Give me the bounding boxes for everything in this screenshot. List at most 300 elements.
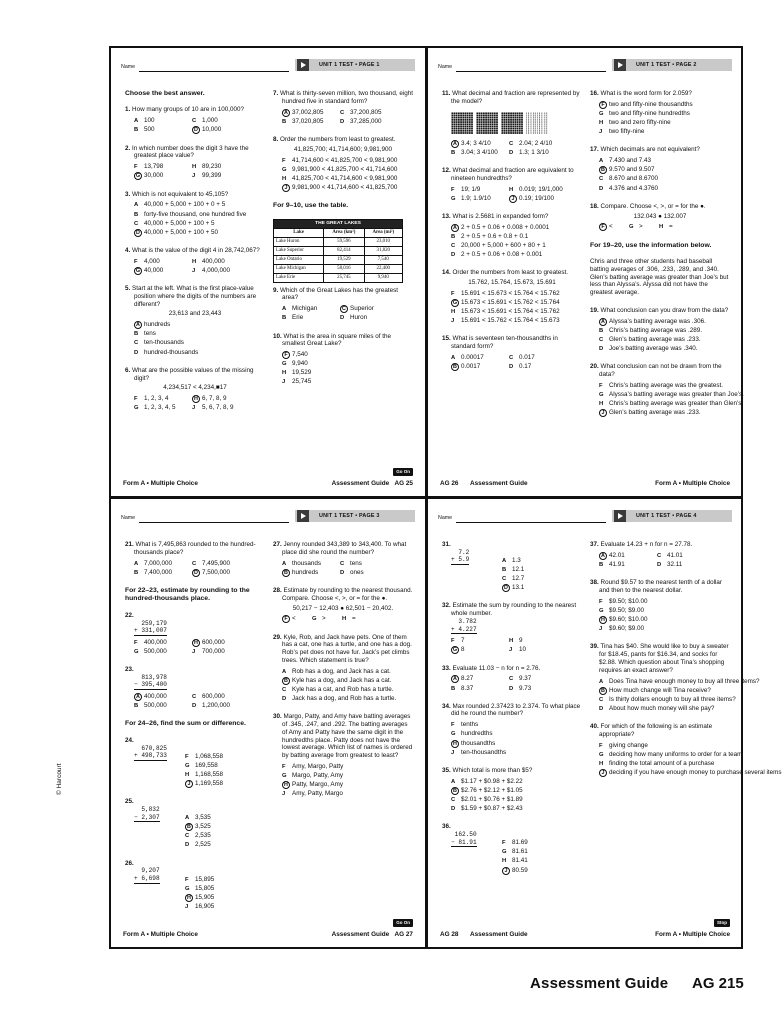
answer-option[interactable] (451, 242, 582, 250)
addend-bottom: + 4.227 (451, 625, 477, 633)
answer-option[interactable] (451, 730, 582, 738)
answer-text: 4.376 and 4.3760 (609, 184, 659, 192)
question-text (125, 737, 265, 745)
selected-answer-circle[interactable]: D (192, 126, 200, 134)
answer-option[interactable] (502, 848, 582, 856)
answer-option[interactable] (599, 345, 730, 353)
answer-options (590, 101, 730, 137)
answer-option[interactable] (599, 625, 730, 633)
question-prompt: Estimate the sum by rounding to the nearest whole number. (451, 602, 577, 618)
answer-options (125, 395, 265, 412)
answer-option[interactable] (629, 223, 659, 231)
table-header: Area (km²) (324, 228, 364, 237)
answer-option[interactable] (192, 702, 265, 710)
answer-option[interactable] (134, 560, 192, 568)
answer-text: Kyle has a cat, and Rob has a turtle. (292, 685, 394, 693)
question-number: 32. (442, 602, 451, 610)
answer-option[interactable] (451, 363, 509, 371)
answer-option[interactable] (509, 140, 582, 148)
selected-answer-circle[interactable]: D (502, 584, 510, 592)
answer-option[interactable] (282, 109, 340, 117)
answer-text: 12.1 (512, 566, 525, 574)
answer-option[interactable] (502, 857, 582, 865)
question (125, 798, 265, 849)
answer-option[interactable] (509, 149, 582, 157)
answer-option[interactable] (192, 560, 265, 568)
answer-option[interactable] (451, 796, 582, 804)
answer-option[interactable] (451, 646, 509, 654)
selected-answer-circle[interactable]: A (451, 224, 459, 232)
answer-option[interactable] (192, 258, 265, 266)
answer-text: two and fifty-nine thousandths (609, 100, 693, 108)
answer-option[interactable] (340, 305, 413, 313)
addend-top: 813,978 (141, 673, 167, 681)
question-text (442, 767, 582, 775)
answer-option[interactable] (502, 566, 582, 574)
answer-option[interactable] (599, 185, 730, 193)
answer-option[interactable] (282, 351, 413, 359)
selected-answer-circle[interactable]: H (192, 395, 200, 403)
answer-text: 15,895 (195, 875, 215, 883)
answer-option[interactable] (599, 223, 629, 231)
question (590, 723, 782, 777)
answer-option[interactable] (134, 220, 265, 228)
answer-option[interactable] (192, 395, 265, 403)
answer-letter: F (134, 639, 138, 646)
table-cell: 82,414 (324, 246, 364, 255)
answer-text: 40,000 + 5,000 + 100 + 0 + 5 (144, 201, 226, 209)
question-prompt: What conclusion can not be drawn from the data? (599, 363, 722, 379)
answer-letter: H (451, 309, 456, 316)
answer-option[interactable] (340, 560, 413, 568)
answer-option[interactable] (340, 109, 413, 117)
selected-answer-circle[interactable]: A (599, 552, 607, 560)
answer-letter: F (502, 840, 506, 847)
page-badge: Go On (393, 468, 413, 476)
answer-text: 15.691 < 15.762 < 15.764 < 15.673 (461, 317, 560, 325)
answer-option[interactable] (599, 616, 730, 624)
answer-option[interactable] (282, 569, 340, 577)
answer-option[interactable] (282, 157, 413, 165)
answer-option[interactable] (282, 686, 413, 694)
answer-option[interactable] (509, 646, 582, 654)
answer-option[interactable] (192, 267, 265, 275)
answer-option[interactable] (599, 391, 744, 399)
answer-option[interactable] (599, 705, 760, 713)
answer-option[interactable] (599, 336, 730, 344)
answer-option[interactable] (282, 560, 340, 568)
answer-option[interactable] (599, 409, 744, 417)
answer-text: 8.27 (461, 675, 474, 683)
answer-letter: G (599, 110, 604, 117)
answer-option[interactable] (192, 163, 265, 171)
answer-option[interactable] (134, 201, 265, 209)
answer-text: 20,000 + 5,000 + 600 + 80 + 1 (461, 241, 546, 249)
answer-text: 10 (519, 646, 527, 654)
question-prompt: Estimate by rounding to the nearest thousand. Compare. Choose <, >, or = for the ●. (282, 586, 413, 602)
answer-option[interactable] (134, 339, 265, 347)
question-expression: 41,825,700; 41,714,600; 9,981,900 (293, 145, 393, 153)
answer-option[interactable] (134, 267, 192, 275)
answer-option[interactable] (282, 378, 413, 386)
answer-text: 7,495,900 (202, 559, 231, 567)
answer-text: $9.60; $9.00 (609, 625, 645, 633)
answer-option[interactable] (185, 876, 265, 884)
selected-answer-circle[interactable]: A (134, 693, 142, 701)
answer-option[interactable] (282, 695, 413, 703)
answer-option[interactable] (185, 885, 265, 893)
answer-option[interactable] (451, 233, 582, 241)
selected-answer-circle[interactable]: J (509, 195, 517, 203)
answer-option[interactable] (282, 305, 340, 313)
answer-option[interactable] (451, 251, 582, 259)
selected-answer-circle[interactable]: H (282, 781, 290, 789)
answer-option[interactable] (340, 314, 413, 322)
answer-option[interactable] (185, 832, 265, 840)
answer-options (273, 668, 413, 704)
answer-text: = (669, 223, 673, 231)
answer-options (442, 186, 582, 203)
answer-option[interactable] (134, 330, 265, 338)
answer-options (125, 163, 265, 180)
selected-answer-circle[interactable]: A (451, 675, 459, 683)
answer-option[interactable] (451, 787, 582, 795)
selected-answer-circle[interactable]: H (185, 894, 193, 902)
answer-option[interactable] (282, 677, 413, 685)
answer-option[interactable] (185, 894, 265, 902)
answer-option[interactable] (185, 771, 265, 779)
selected-answer-circle[interactable]: F (599, 101, 607, 109)
selected-answer-circle[interactable]: A (599, 318, 607, 326)
answer-text: = (352, 615, 356, 623)
answer-option[interactable] (451, 740, 582, 748)
answer-letter: J (282, 379, 286, 386)
question (590, 541, 730, 569)
answer-option[interactable] (282, 763, 413, 771)
answer-option[interactable] (451, 721, 582, 729)
answer-option[interactable] (599, 751, 782, 759)
answer-option[interactable] (134, 163, 192, 171)
answer-option[interactable] (599, 678, 760, 686)
answer-text: 1.3 (512, 556, 521, 564)
answer-option[interactable] (502, 575, 582, 583)
answer-option[interactable] (340, 569, 413, 577)
answer-option[interactable] (282, 615, 312, 623)
question (590, 146, 730, 192)
answer-option[interactable] (134, 258, 192, 266)
answer-option[interactable] (282, 118, 340, 126)
selected-answer-circle[interactable]: H (599, 616, 607, 624)
answer-text: Kyle has a dog, and Jack has a cat. (292, 676, 392, 684)
answer-letter: J (599, 129, 603, 136)
answer-option[interactable] (451, 685, 509, 693)
answer-option[interactable] (134, 702, 192, 710)
question (273, 634, 413, 704)
answer-option[interactable] (192, 126, 265, 134)
answer-option[interactable] (192, 117, 265, 125)
answer-option[interactable] (451, 299, 582, 307)
question-text (590, 203, 730, 211)
selected-answer-circle[interactable]: A (282, 109, 290, 117)
answer-letter: C (282, 686, 287, 693)
answer-option[interactable] (657, 552, 730, 560)
footer-guide: Assessment Guide (331, 931, 390, 939)
hundred-grid (476, 112, 498, 134)
answer-option[interactable] (599, 742, 782, 750)
name-line[interactable] (139, 522, 289, 523)
answer-option[interactable] (282, 166, 413, 174)
answer-text: 2,525 (195, 841, 211, 849)
answer-letter: G (134, 405, 139, 412)
answer-option[interactable] (599, 687, 760, 695)
answer-option[interactable] (134, 321, 265, 329)
answer-option[interactable] (509, 685, 582, 693)
answer-option[interactable] (599, 119, 730, 127)
answer-option[interactable] (599, 327, 730, 335)
unit-tab (612, 510, 732, 522)
answer-option[interactable] (342, 615, 372, 623)
answer-option[interactable] (192, 569, 265, 577)
answer-option[interactable] (599, 175, 730, 183)
question-prompt: What is the value of the digit 4 in 28,742,067? (132, 246, 260, 254)
name-line[interactable] (139, 71, 289, 72)
answer-text: Amy, Margo, Patty (292, 763, 344, 771)
answer-option[interactable] (282, 790, 413, 798)
selected-answer-circle[interactable]: G (452, 647, 458, 654)
answer-option[interactable] (451, 637, 509, 645)
answer-option[interactable] (599, 400, 744, 408)
answer-option[interactable] (282, 360, 413, 368)
answer-text: 7,400,000 (144, 568, 173, 576)
question-number: 33. (442, 664, 451, 672)
addend-bottom: + 498,733 (134, 752, 167, 760)
answer-option[interactable] (509, 363, 582, 371)
selected-answer-circle[interactable]: B (451, 363, 459, 371)
answer-option[interactable] (502, 584, 582, 592)
answer-option[interactable] (134, 211, 265, 219)
answer-option[interactable] (185, 814, 265, 822)
page-badge: Go On (393, 919, 413, 927)
answer-option[interactable] (192, 639, 265, 647)
answer-option[interactable] (451, 149, 509, 157)
selected-answer-circle[interactable]: D (134, 229, 142, 237)
selected-answer-circle[interactable]: H (192, 639, 200, 647)
answer-option[interactable] (451, 308, 582, 316)
answer-option[interactable] (599, 561, 657, 569)
answer-option[interactable] (599, 318, 730, 326)
answer-option[interactable] (282, 772, 413, 780)
selected-answer-circle[interactable]: B (185, 823, 193, 831)
answer-option[interactable] (509, 675, 582, 683)
answer-option[interactable] (451, 778, 582, 786)
answer-option[interactable] (599, 769, 782, 777)
selected-answer-circle[interactable]: B (599, 687, 607, 695)
answer-letter: A (451, 355, 456, 362)
selected-answer-circle[interactable]: J (599, 409, 607, 417)
question (125, 860, 265, 911)
answer-option[interactable] (185, 823, 265, 831)
answer-option[interactable] (599, 110, 730, 118)
answer-option[interactable] (134, 229, 265, 237)
question-number: 15. (442, 335, 451, 343)
answer-letter: F (451, 638, 455, 645)
question-number: 36. (442, 823, 451, 831)
answer-option[interactable] (502, 867, 582, 875)
answer-option[interactable] (599, 552, 657, 560)
answer-letter: C (502, 576, 507, 583)
question-column-right (273, 90, 413, 397)
answer-letter: H (599, 119, 604, 126)
question (442, 767, 582, 813)
answer-option[interactable] (282, 184, 413, 192)
selected-answer-circle[interactable]: G (135, 267, 141, 274)
selected-answer-circle[interactable]: F (599, 223, 607, 231)
answer-option[interactable] (599, 157, 730, 165)
answer-letter: H (185, 772, 190, 779)
answer-option[interactable] (451, 317, 582, 325)
answer-option[interactable] (599, 166, 730, 174)
answer-option[interactable] (134, 117, 192, 125)
answer-option[interactable] (599, 696, 760, 704)
selected-answer-circle[interactable]: H (451, 740, 459, 748)
answer-option[interactable] (185, 780, 265, 788)
answer-text: 1, 2, 3, 4 (144, 395, 169, 403)
selected-answer-circle[interactable]: J (502, 867, 510, 875)
answer-option[interactable] (509, 186, 582, 194)
answer-option[interactable] (599, 382, 744, 390)
answer-option[interactable] (282, 369, 413, 377)
answer-option[interactable] (599, 101, 730, 109)
question-prompt: Compare. Choose <, >, or = for the ●. (600, 202, 706, 210)
answer-option[interactable] (185, 903, 265, 911)
answer-letter: H (659, 224, 664, 231)
hundred-grid (451, 112, 473, 134)
question (125, 285, 265, 357)
answer-option[interactable] (134, 172, 192, 180)
answer-option[interactable] (659, 223, 689, 231)
answer-option[interactable] (509, 354, 582, 362)
selected-answer-circle[interactable]: G (135, 173, 141, 180)
question-number: 3. (125, 190, 131, 198)
answer-option[interactable] (134, 693, 192, 701)
answer-option[interactable] (599, 760, 782, 768)
answer-option[interactable] (599, 607, 730, 615)
answer-option[interactable] (134, 404, 192, 412)
answer-options (590, 677, 760, 714)
answer-option[interactable] (451, 224, 582, 232)
answer-text: 37,020,805 (292, 117, 324, 125)
answer-text: 1,000 (202, 117, 218, 125)
answer-text: $9.60; $10.00 (609, 616, 648, 624)
selected-answer-circle[interactable]: B (451, 787, 459, 795)
selected-answer-circle[interactable]: F (282, 351, 290, 359)
selected-answer-circle[interactable]: B (282, 569, 290, 577)
selected-answer-circle[interactable]: D (192, 569, 200, 577)
answer-option[interactable] (451, 675, 509, 683)
selected-answer-circle[interactable]: J (282, 184, 290, 192)
name-label: Name (121, 515, 136, 521)
answer-letter: C (657, 552, 662, 559)
page-header (121, 58, 415, 74)
selected-answer-circle[interactable]: B (282, 677, 290, 685)
selected-answer-circle[interactable]: A (451, 140, 459, 148)
answer-option[interactable] (185, 762, 265, 770)
answer-option[interactable] (134, 648, 192, 656)
answer-options (590, 552, 730, 569)
unit-tab-label: UNIT 1 TEST • PAGE 1 (319, 62, 380, 68)
question-prompt: What is the area in square miles of the smallest Great Lake? (282, 332, 391, 348)
answer-option[interactable] (185, 841, 265, 849)
answer-option[interactable] (599, 598, 730, 606)
selected-answer-circle[interactable]: A (134, 321, 142, 329)
footer-page: AG 25 (394, 480, 413, 488)
selected-answer-circle[interactable]: F (282, 615, 290, 623)
answer-option[interactable] (192, 404, 265, 412)
answer-option[interactable] (312, 615, 342, 623)
answer-letter: C (599, 336, 604, 343)
answer-option[interactable] (599, 128, 730, 136)
answer-option[interactable] (509, 195, 582, 203)
answer-letter: B (502, 567, 507, 574)
answer-option[interactable] (134, 349, 265, 357)
answer-option[interactable] (282, 314, 340, 322)
answer-option[interactable] (451, 749, 582, 757)
answer-option[interactable] (134, 639, 192, 647)
answer-text: 500,000 (144, 647, 167, 655)
question-number: 28. (273, 586, 282, 594)
answer-option[interactable] (509, 637, 582, 645)
answer-option[interactable] (451, 354, 509, 362)
selected-answer-circle[interactable]: B (599, 166, 607, 174)
answer-option[interactable] (282, 668, 413, 676)
name-line[interactable] (456, 71, 606, 72)
answer-option[interactable] (192, 693, 265, 701)
selected-answer-circle[interactable]: G (452, 300, 458, 307)
answer-text: 12.7 (512, 575, 525, 583)
name-line[interactable] (456, 522, 606, 523)
answer-text: 0.017 (519, 354, 535, 362)
question-number: 40. (590, 723, 599, 731)
answer-option[interactable] (282, 175, 413, 183)
answer-option[interactable] (451, 290, 582, 298)
answer-option[interactable] (451, 805, 582, 813)
answer-option[interactable] (134, 569, 192, 577)
answer-text: $2.01 + $0.76 + $1.89 (461, 795, 523, 803)
answer-option[interactable] (657, 561, 730, 569)
selected-answer-circle[interactable]: C (340, 305, 348, 313)
answer-option[interactable] (340, 118, 413, 126)
question-number: 13. (442, 212, 451, 220)
question (442, 665, 582, 693)
answer-letter: B (451, 233, 456, 240)
answer-option[interactable] (192, 172, 265, 180)
answer-option[interactable] (451, 195, 509, 203)
answer-option[interactable] (282, 781, 413, 789)
answer-options (125, 258, 265, 275)
answer-option[interactable] (192, 648, 265, 656)
answer-option[interactable] (502, 557, 582, 565)
answer-option[interactable] (451, 140, 509, 148)
selected-answer-circle[interactable]: J (185, 780, 193, 788)
answer-option[interactable] (185, 753, 265, 761)
answer-option[interactable] (502, 839, 582, 847)
question-prompt: Start at the left. What is the first place-value position where the digits of the numbers are different? (132, 285, 257, 308)
answer-option[interactable] (134, 126, 192, 134)
answer-option[interactable] (451, 186, 509, 194)
question-text (442, 703, 582, 719)
answer-option[interactable] (134, 395, 192, 403)
selected-answer-circle[interactable]: J (599, 769, 607, 777)
